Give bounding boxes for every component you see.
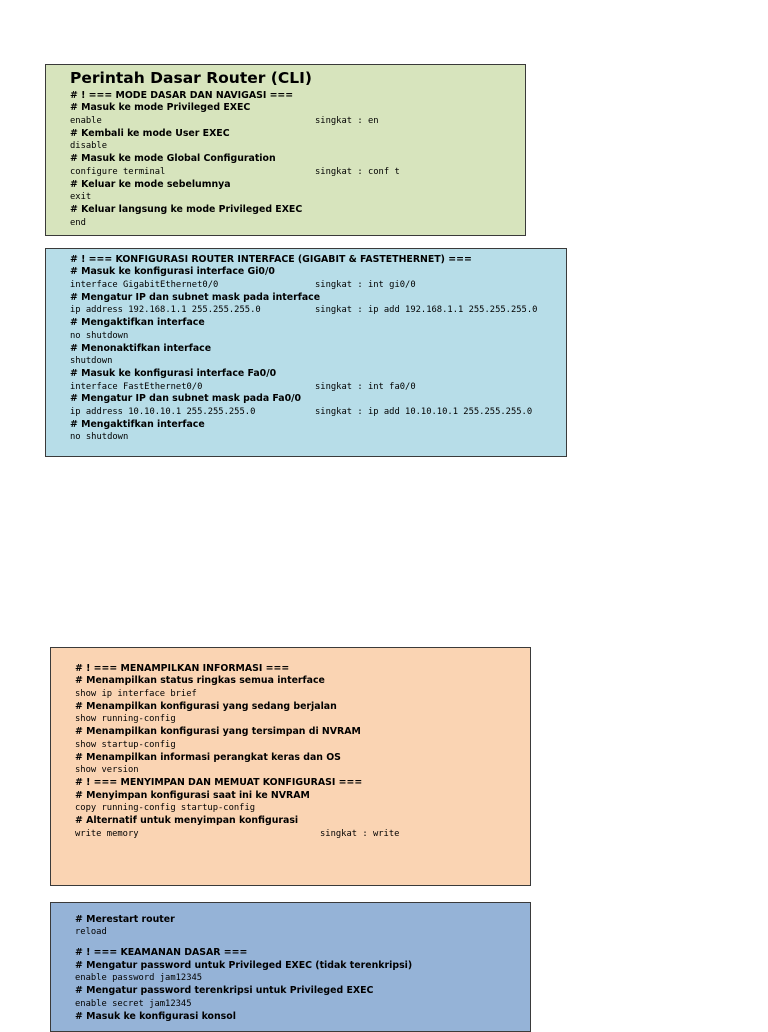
command-text: enable password jam12345: [75, 973, 203, 984]
keamanan-dasar-box: [50, 902, 531, 1032]
command-text: show version: [75, 765, 139, 776]
comment-line: [75, 699, 530, 712]
command-line: [75, 737, 530, 750]
comment-text: # Masuk ke konfigurasi interface Gi0/0: [70, 266, 275, 278]
comment-line: [75, 1009, 530, 1022]
command-text: show running-config: [75, 714, 176, 725]
comment-text: # Mengaktifkan interface: [70, 418, 205, 430]
command-line: [70, 303, 566, 316]
command-line: [70, 430, 566, 443]
comment-text: # Menonaktifkan interface: [70, 342, 212, 354]
command-line: [75, 925, 530, 938]
konfigurasi-interface-box: [45, 248, 567, 457]
shortcut-text: singkat : int fa0/0: [315, 381, 416, 392]
comment-text: # Merestart router: [75, 913, 175, 925]
comment-line: [75, 945, 530, 958]
command-text: shutdown: [70, 356, 113, 367]
command-text: end: [70, 217, 86, 228]
command-line: [75, 996, 530, 1009]
command-line: [70, 277, 566, 290]
comment-text: # Masuk ke konfigurasi konsol: [75, 1010, 236, 1022]
comment-line: [75, 724, 530, 737]
command-line: [70, 379, 566, 392]
shortcut-text: singkat : int gi0/0: [315, 280, 416, 291]
comment-line: [70, 392, 566, 405]
comment-line: [70, 265, 566, 278]
shortcut-text: singkat : write: [320, 828, 400, 839]
comment-line: [70, 417, 566, 430]
command-list: [75, 912, 530, 1022]
comment-line: [75, 750, 530, 763]
comment-line: [70, 252, 566, 265]
command-line: [70, 215, 525, 228]
command-line: [70, 139, 525, 152]
comment-text: # Kembali ke mode User EXEC: [70, 127, 230, 139]
command-text: no shutdown: [70, 432, 129, 443]
comment-text: # Keluar langsung ke mode Privileged EXEC: [70, 203, 303, 215]
mode-dasar-navigasi-box: [45, 64, 526, 236]
comment-line: [75, 674, 530, 687]
command-text: ip address 10.10.10.1 255.255.255.0: [70, 406, 256, 417]
comment-line: [70, 151, 525, 164]
comment-line: [70, 88, 525, 101]
command-line: [75, 971, 530, 984]
comment-text: # Mengatur IP dan subnet mask pada interface: [70, 291, 321, 303]
command-text: copy running-config startup-config: [75, 803, 256, 814]
command-text: disable: [70, 141, 108, 152]
comment-line: [75, 958, 530, 971]
comment-line: [70, 341, 566, 354]
comment-text: # ! === KEAMANAN DASAR ===: [75, 947, 248, 959]
command-line: [70, 113, 525, 126]
command-text: show ip interface brief: [75, 689, 197, 700]
comment-line: [70, 126, 525, 139]
comment-text: # ! === MENAMPILKAN INFORMASI ===: [75, 662, 290, 674]
document-title: Perintah Dasar Router (CLI): [70, 69, 312, 87]
command-line: [75, 686, 530, 699]
comment-line: [75, 775, 530, 788]
command-line: [75, 763, 530, 776]
comment-line: [75, 813, 530, 826]
comment-text: # Masuk ke konfigurasi interface Fa0/0: [70, 367, 277, 379]
comment-text: # Masuk ke mode Global Configuration: [70, 153, 276, 165]
comment-text: # ! === MENYIMPAN DAN MEMUAT KONFIGURASI ===: [75, 776, 363, 788]
command-line: [70, 354, 566, 367]
comment-text: # Menampilkan status ringkas semua interface: [75, 675, 325, 687]
command-line: [70, 328, 566, 341]
comment-line: [75, 983, 530, 996]
comment-text: # Mengatur password terenkripsi untuk Privileged EXEC: [75, 985, 374, 997]
command-text: no shutdown: [70, 330, 129, 341]
shortcut-text: singkat : en: [315, 116, 379, 127]
comment-text: # Menyimpan konfigurasi saat ini ke NVRAM: [75, 789, 310, 801]
comment-text: # Alternatif untuk menyimpan konfigurasi: [75, 814, 299, 826]
comment-line: [70, 290, 566, 303]
command-list: [70, 88, 525, 228]
command-line: [70, 164, 525, 177]
command-text: show startup-config: [75, 739, 176, 750]
comment-text: # Menampilkan konfigurasi yang tersimpan di NVRAM: [75, 726, 361, 738]
command-line: [70, 404, 566, 417]
command-text: reload: [75, 927, 107, 938]
command-text: configure terminal: [70, 166, 166, 177]
comment-line: [70, 177, 525, 190]
comment-text: # Menampilkan informasi perangkat keras dan OS: [75, 751, 341, 763]
comment-text: # Keluar ke mode sebelumnya: [70, 178, 231, 190]
shortcut-text: singkat : ip add 10.10.10.1 255.255.255.0: [315, 406, 533, 417]
command-text: interface GigabitEthernet0/0: [70, 280, 219, 291]
comment-line: [70, 366, 566, 379]
comment-line: [70, 202, 525, 215]
comment-line: [70, 101, 525, 114]
comment-text: # Mengaktifkan interface: [70, 317, 205, 329]
comment-text: # Menampilkan konfigurasi yang sedang berjalan: [75, 700, 337, 712]
menampilkan-informasi-box: [50, 647, 531, 886]
command-line: [70, 190, 525, 203]
command-text: enable: [70, 116, 102, 127]
comment-text: # Mengatur password untuk Privileged EXEC (tidak terenkripsi): [75, 959, 413, 971]
spacer: [75, 937, 530, 945]
comment-line: [75, 661, 530, 674]
command-line: [75, 826, 530, 839]
comment-line: [75, 912, 530, 925]
comment-text: # ! === MODE DASAR DAN NAVIGASI ===: [70, 89, 294, 101]
comment-line: [70, 315, 566, 328]
comment-text: # Masuk ke mode Privileged EXEC: [70, 102, 251, 114]
shortcut-text: singkat : ip add 192.168.1.1 255.255.255.0: [315, 305, 538, 316]
shortcut-text: singkat : conf t: [315, 166, 400, 177]
command-line: [75, 712, 530, 725]
comment-line: [75, 788, 530, 801]
command-text: ip address 192.168.1.1 255.255.255.0: [70, 305, 261, 316]
command-line: [75, 801, 530, 814]
command-list: [70, 252, 566, 442]
comment-text: # ! === KONFIGURASI ROUTER INTERFACE (GIGABIT & FASTETHERNET) ===: [70, 253, 472, 265]
comment-text: # Mengatur IP dan subnet mask pada Fa0/0: [70, 393, 302, 405]
command-text: exit: [70, 192, 92, 203]
command-text: write memory: [75, 828, 139, 839]
command-list: [75, 661, 530, 839]
command-text: interface FastEthernet0/0: [70, 381, 203, 392]
command-text: enable secret jam12345: [75, 998, 192, 1009]
